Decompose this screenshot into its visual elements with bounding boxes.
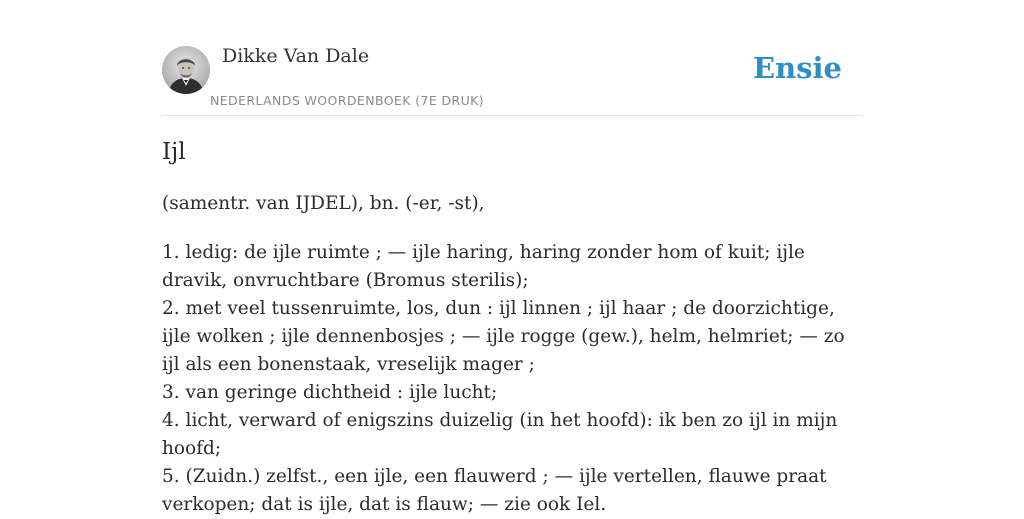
author-avatar[interactable]	[162, 46, 210, 94]
entry-header	[162, 0, 862, 116]
sense-item: 1. ledig: de ijle ruimte ; — ijle haring, haring zonder hom of kuit; ijle dravik, onvruchtbare (Bromus sterilis);	[162, 242, 805, 291]
sense-item: 3. van geringe dichtheid : ijle lucht;	[162, 382, 498, 403]
entry-card	[162, 0, 862, 515]
portrait-icon	[162, 46, 210, 94]
sense-item: 5. (Zuidn.) zelfst., een ijle, een flauwerd ; — ijle vertellen, flauwe praat verkopen; dat is ijle, dat is flauw; — zie ook Iel.	[162, 466, 827, 515]
source-label: NEDERLANDS WOORDENBOEK (7E DRUK)	[210, 93, 485, 108]
brand-logo[interactable]: Ensie	[753, 51, 842, 85]
sense-list	[162, 239, 868, 519]
author-name[interactable]: Dikke Van Dale	[222, 45, 370, 67]
sense-item: 4. licht, verward of enigszins duizelig (in het hoofd): ik ben zo ijl in mijn hoofd;	[162, 410, 838, 459]
entry-title: Ijl	[162, 139, 186, 165]
entry-etymology: (samentr. van IJDEL), bn. (-er, -st),	[162, 193, 485, 214]
sense-item: 2. met veel tussenruimte, los, dun : ijl linnen ; ijl haar ; de doorzichtige, ijle wolken ; ijle dennenbosjes ; — ijle rogge (gew.), helm, helmriet; — zo ijl als een bonenstaak, vreselijk mager ;	[162, 298, 845, 375]
